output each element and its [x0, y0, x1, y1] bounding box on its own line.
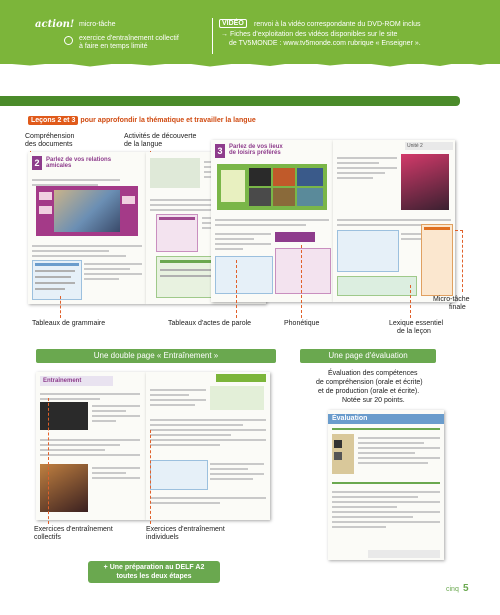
exercice-line-1: exercice d'entraînement collectif [79, 35, 179, 42]
unite-tag: Unité 2 [405, 142, 453, 150]
lecon2-left-page [28, 152, 146, 304]
actes-table [156, 214, 198, 252]
eval-desc-1: Évaluation des compétences [328, 370, 418, 377]
label-activites-1: Activités de découverte [124, 133, 197, 140]
lecon3-title-1: Parlez de vos lieux [229, 144, 283, 150]
eval-desc-3: et de production (orale et écrite). [318, 388, 420, 395]
label-individuels-2: individuels [146, 534, 179, 541]
eval-desc-4: Notée sur 20 points. [342, 397, 405, 404]
friends-photo [54, 190, 120, 232]
torn-edge [0, 58, 500, 68]
label-microtache-1: Micro-tâche [433, 296, 470, 303]
action-logo: action! [35, 19, 75, 30]
label-phonetique: Phonétique [284, 320, 320, 327]
label-individuels-1: Exercices d'entraînement [146, 526, 225, 533]
lecons-heading [28, 117, 256, 124]
video-line-1: renvoi à la vidéo correspondante du DVD-ROM inclus [254, 21, 421, 28]
delf-line-1: + Une préparation au DELF A2 [103, 564, 205, 571]
evaluation-page [328, 410, 444, 560]
entrainement-title: Entraînement [40, 376, 113, 386]
lecon3-title-2: de loisirs préférés [229, 150, 281, 156]
evaluation-title: Évaluation [328, 414, 444, 424]
evaluation-banner: Une page d'évaluation [300, 349, 436, 363]
lecon3-left-page [211, 140, 333, 302]
entrainement-banner: Une double page « Entraînement » [36, 349, 276, 363]
singer-photo [401, 154, 449, 210]
micro-tache-final-box [421, 224, 453, 296]
lexique-box [337, 276, 417, 296]
timer-icon [64, 36, 73, 45]
connector-lexique [410, 285, 411, 318]
label-actes: Tableaux d'actes de parole [168, 320, 252, 327]
lecon3-number: 3 [215, 144, 225, 158]
lecons-text: pour approfondir la thématique et travailler la langue [80, 117, 256, 124]
label-activites-2: de la langue [124, 141, 163, 148]
entrainement-right-page [146, 372, 270, 520]
connector-grammaire [60, 296, 61, 318]
lecon2-number: 2 [32, 156, 42, 170]
entrainement-left-page [36, 372, 146, 520]
video-line-2: → Fiches d'exploitation des vidéos disponibles sur le site [221, 31, 398, 38]
label-microtache-2: finale [449, 304, 466, 311]
lecon2-title-1: Parlez de vos relations [46, 157, 112, 163]
connector-collectifs [48, 398, 49, 524]
delf-banner [88, 561, 220, 583]
lecon3-right-page [333, 140, 455, 302]
label-comprehension-1: Compréhension [25, 133, 75, 140]
lecon2-title-2: amicales [46, 163, 72, 169]
lecon3-title [229, 144, 283, 156]
section-bar [0, 96, 460, 106]
lecon2-title [46, 157, 111, 169]
exercice-line-2: à faire en temps limité [79, 43, 148, 50]
connector-microtache [462, 230, 463, 292]
delf-line-2: toutes les deux étapes [116, 573, 192, 580]
label-collectifs-1: Exercices d'entraînement [34, 526, 113, 533]
lecon2-photo-frame [36, 186, 138, 236]
label-grammaire: Tableaux de grammaire [32, 320, 106, 327]
footer-word: cinq [446, 586, 459, 593]
eval-desc-2: de compréhension (orale et écrite) [316, 379, 423, 386]
grammar-table [32, 260, 82, 300]
label-comprehension-2: des documents [25, 141, 73, 148]
video-line-3: de TV5MONDE : www.tv5monde.com rubrique « Enseigner ». [229, 40, 421, 47]
micro-tache-label: micro-tâche [79, 21, 116, 28]
lecons-badge: Leçons 2 et 3 [28, 116, 78, 125]
label-collectifs-2: collectifs [34, 534, 61, 541]
connector-individuels [150, 430, 151, 524]
connector-actes [236, 260, 237, 318]
page-number: 5 [463, 583, 469, 594]
lecon3-photo-strip [217, 164, 327, 210]
connector-microtache-h [455, 230, 463, 231]
video-badge: VIDÉO [219, 19, 247, 28]
label-lexique-1: Lexique essentiel [389, 320, 444, 327]
legend-divider [212, 18, 213, 54]
label-lexique-2: de la leçon [397, 328, 431, 335]
phonetique-tag [275, 232, 315, 242]
connector-phonetique [301, 245, 302, 318]
